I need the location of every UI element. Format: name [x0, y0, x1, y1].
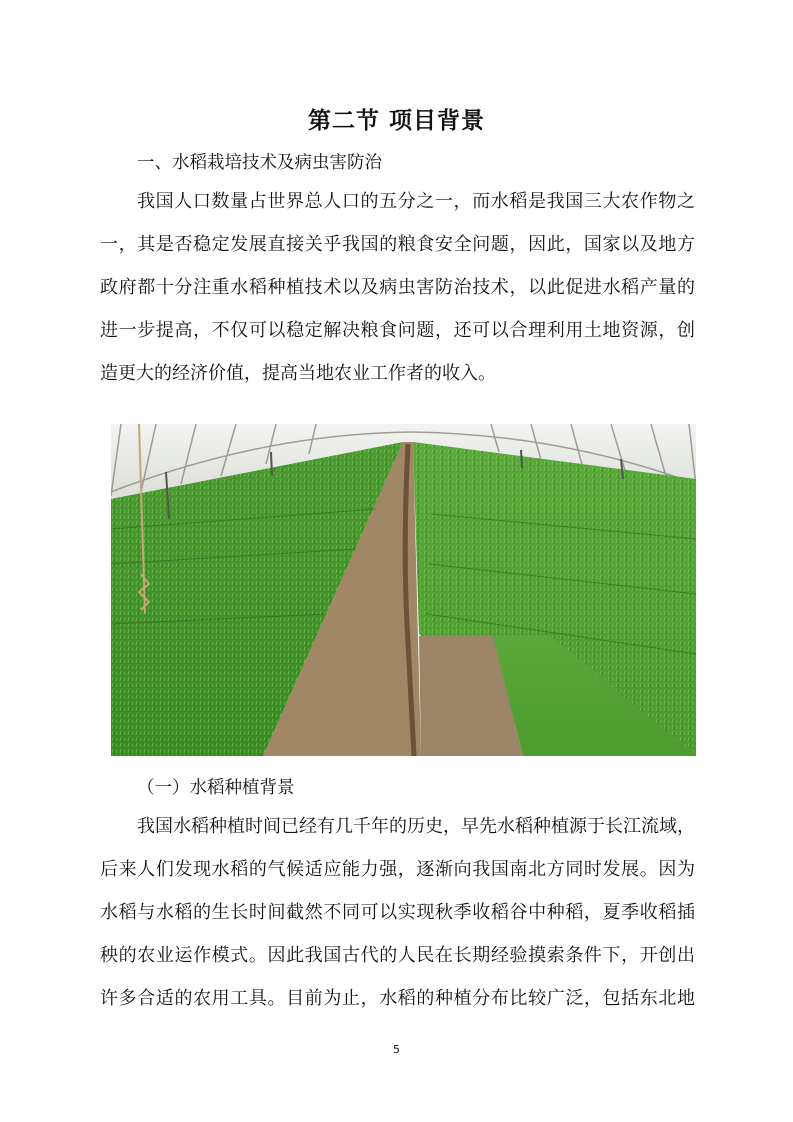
paragraph-line: 后来人们发现水稻的气候适应能力强，逐渐向我国南北方同时发展。因为 [100, 859, 695, 880]
paragraph-line: 一，其是否稳定发展直接关乎我国的粮食安全问题，因此，国家以及地方 [100, 234, 695, 255]
page-number: 5 [393, 1043, 400, 1056]
heading-background: （一）水稻种植背景 [137, 778, 295, 798]
paragraph-line: 许多合适的农用工具。目前为止，水稻的种植分布比较广泛，包括东北地 [100, 988, 695, 1009]
paragraph-line: 秧的农业运作模式。因此我国古代的人民在长期经验摸索条件下，开创出 [100, 945, 695, 966]
heading-cultivation: 一、水稻栽培技术及病虫害防治 [137, 153, 382, 173]
paragraph-background [100, 805, 695, 1020]
paragraph-intro [100, 180, 695, 395]
paragraph-line: 水稻与水稻的生长时间截然不同可以实现秋季收稻谷中种稻，夏季收稻插 [100, 902, 695, 923]
greenhouse-rice-seedlings-photo [111, 424, 696, 756]
section-title: 第二节 项目背景 [307, 108, 485, 134]
paragraph-line: 政府都十分注重水稻种植技术以及病虫害防治技术，以此促进水稻产量的 [100, 277, 695, 298]
paragraph-line: 我国水稻种植时间已经有几千年的历史，早先水稻种植源于长江流域， [137, 816, 695, 837]
paragraph-line: 进一步提高，不仅可以稳定解决粮食问题，还可以合理利用土地资源，创 [100, 320, 695, 341]
paragraph-line: 造更大的经济价值，提高当地农业工作者的收入。 [100, 363, 496, 384]
paragraph-line: 我国人口数量占世界总人口的五分之一，而水稻是我国三大农作物之 [137, 191, 695, 212]
